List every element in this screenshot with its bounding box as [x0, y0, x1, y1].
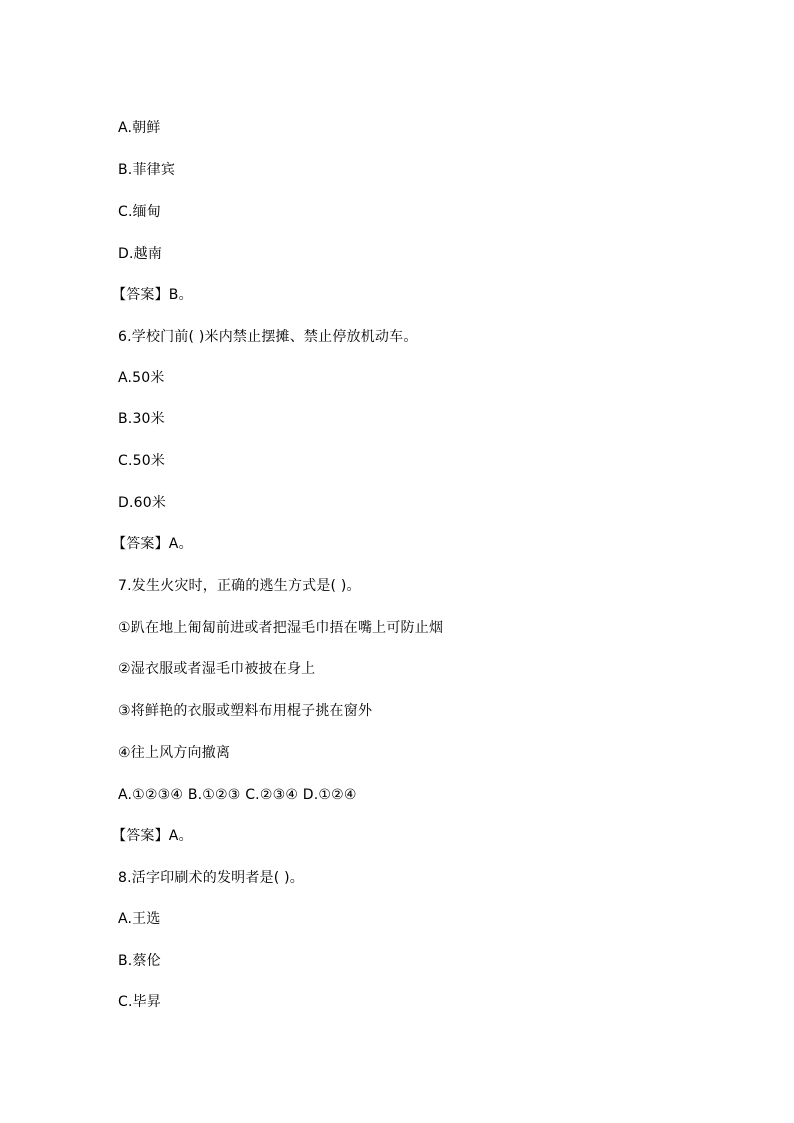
statement-2-q7: ②湿衣服或者湿毛巾被披在身上 [118, 661, 316, 677]
option-d-q5: D.越南 [118, 246, 163, 262]
question-6: 6.学校门前( )米内禁止摆摊、禁止停放机动车。 [118, 329, 418, 345]
option-b-q8: B.蔡伦 [118, 953, 161, 969]
option-b-q5: B.菲律宾 [118, 162, 176, 178]
statement-1-q7: ①趴在地上匍匐前进或者把湿毛巾捂在嘴上可防止烟 [118, 620, 444, 636]
option-c-q8: C.毕昇 [118, 994, 162, 1010]
option-a-q5: A.朝鲜 [118, 120, 161, 136]
answer-q5: 【答案】B。 [112, 287, 193, 303]
option-a-q6: A.50米 [118, 370, 165, 386]
question-7: 7.发生火灾时，正确的逃生方式是( )。 [118, 578, 361, 594]
option-b-q6: B.30米 [118, 411, 165, 427]
answer-q6: 【答案】A。 [112, 536, 193, 552]
question-8: 8.活字印刷术的发明者是( )。 [118, 870, 304, 886]
option-c-q6: C.50米 [118, 453, 166, 469]
option-d-q6: D.60米 [118, 495, 167, 511]
option-c-q5: C.缅甸 [118, 204, 162, 220]
statement-4-q7: ④往上风方向撤离 [118, 745, 231, 761]
statement-3-q7: ③将鲜艳的衣服或塑料布用棍子挑在窗外 [118, 703, 373, 719]
option-a-q8: A.王选 [118, 911, 161, 927]
options-q7: A.①②③④ B.①②③ C.②③④ D.①②④ [118, 787, 357, 803]
answer-q7: 【答案】A。 [112, 828, 193, 844]
